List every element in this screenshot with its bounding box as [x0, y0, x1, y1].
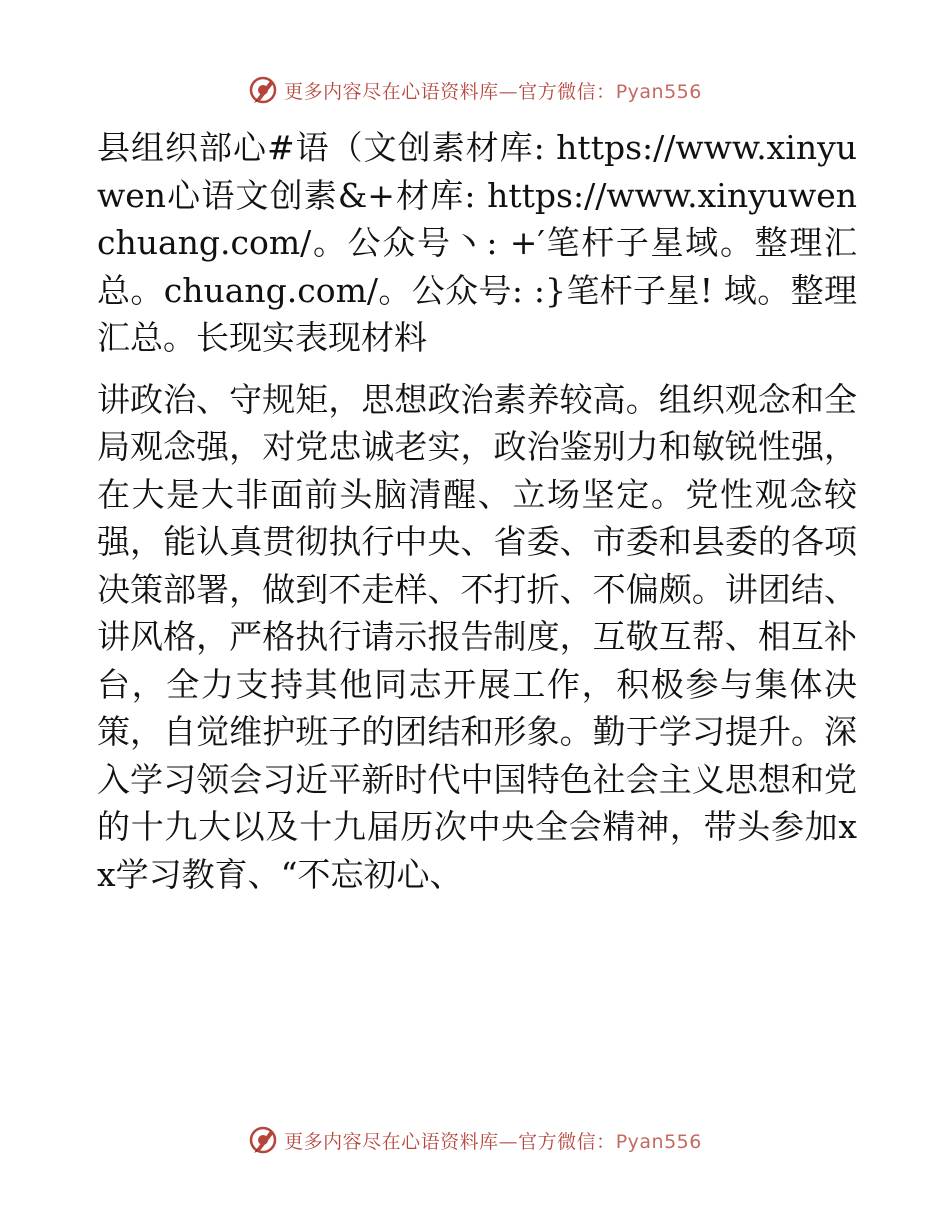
header-banner-id: Pyan556	[615, 80, 702, 103]
header-banner-main: 更多内容尽在心语资料库	[284, 80, 499, 103]
header-banner-inner	[248, 75, 702, 105]
footer-banner-wechat: 官方微信：	[518, 1130, 616, 1153]
footer-banner-text	[284, 1127, 702, 1154]
footer-banner-main: 更多内容尽在心语资料库	[284, 1130, 499, 1153]
document-paragraph-2: 讲政治、守规矩，思想政治素养较高。组织观念和全局观念强，对党忠诚老实，政治鉴别力和敏锐性强，在大是大非面前头脑清醒、立场坚定。党性观念较强，能认真贯彻执行中央、省委、市委和县委的各项决策部署，做到不走样、不打折、不偏颇。讲团结、讲风格，严格执行请示报告制度，互敬互帮、相互补台，全力支持其他同志开展工作，积极参与集体决策，自觉维护班子的团结和形象。勤于学习提升。深入学习领会习近平新时代中国特色社会主义思想和党的十九大以及十九届历次中央全会精神，带头参加xx学习教育、“不忘初心、	[97, 379, 857, 894]
pen-logo-icon	[248, 1125, 278, 1155]
header-banner	[0, 70, 950, 110]
document-paragraph-1: 县组织部心#语（文创素材库: https://www.xinyuwen心语文创素&+材库: https://www.xinyuwenchuang.com/。公众号丶: +′笔杆子星域。整理汇总。chuang.com/。公众号: :}笔杆子星! 域。整理汇总。长现实表现材料	[97, 128, 857, 357]
header-banner-wechat: 官方微信：	[518, 80, 616, 103]
footer-banner-id: Pyan556	[615, 1130, 702, 1153]
header-banner-text	[284, 77, 702, 104]
footer-banner	[0, 1120, 950, 1160]
header-banner-dash: —	[498, 80, 519, 103]
footer-banner-inner	[248, 1125, 702, 1155]
footer-banner-dash: —	[498, 1130, 519, 1153]
document-body	[97, 124, 857, 898]
pen-logo-icon	[248, 75, 278, 105]
